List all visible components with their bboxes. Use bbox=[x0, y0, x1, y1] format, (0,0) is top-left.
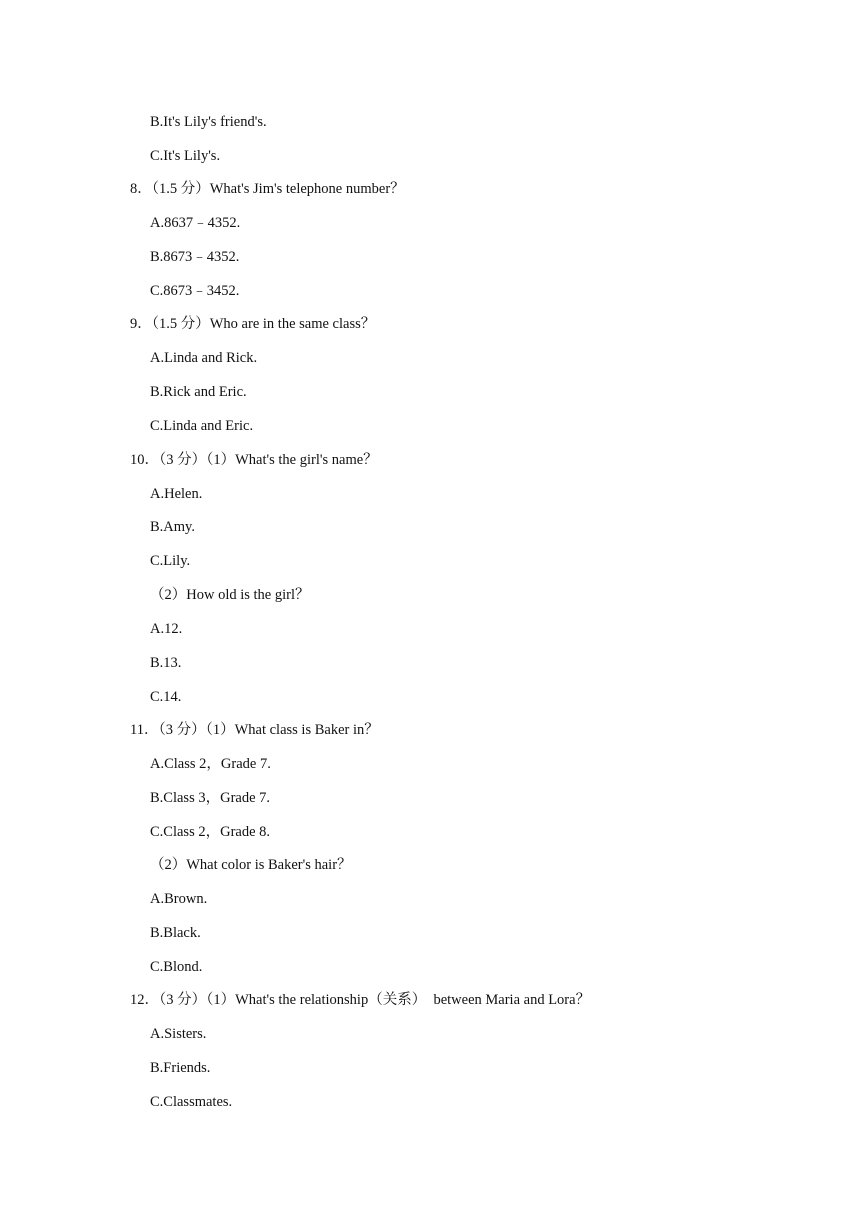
option-11-1a: A.Class 2，Grade 7. bbox=[150, 756, 271, 772]
option-9a: A.Linda and Rick. bbox=[150, 350, 258, 366]
option-8a: A.8637﹣4352. bbox=[150, 215, 241, 231]
option-10-2a: A.12. bbox=[150, 621, 183, 637]
option-11-1c: C.Class 2，Grade 8. bbox=[150, 824, 271, 840]
option-9c: C.Linda and Eric. bbox=[150, 418, 254, 434]
option-12-1b: B.Friends. bbox=[150, 1060, 211, 1076]
option-7b: B.It's Lily's friend's. bbox=[150, 114, 267, 130]
option-11-2c: C.Blond. bbox=[150, 959, 203, 975]
option-10-1b: B.Amy. bbox=[150, 519, 195, 535]
question-10-2: （2）How old is the girl？ bbox=[150, 587, 310, 603]
option-10-2c: C.14. bbox=[150, 689, 182, 705]
option-10-1a: A.Helen. bbox=[150, 486, 203, 502]
option-11-1b: B.Class 3，Grade 7. bbox=[150, 790, 271, 806]
question-12-1: 12．（3 分）（1）What's the relationship（关系） between Maria and Lora？ bbox=[130, 992, 591, 1008]
question-11-2: （2）What color is Baker's hair？ bbox=[150, 857, 352, 873]
option-8c: C.8673﹣3452. bbox=[150, 283, 240, 299]
option-12-1c: C.Classmates. bbox=[150, 1094, 233, 1110]
option-12-1a: A.Sisters. bbox=[150, 1026, 207, 1042]
option-7c: C.It's Lily's. bbox=[150, 148, 221, 164]
option-11-2b: B.Black. bbox=[150, 925, 201, 941]
question-11-1: 11．（3 分）（1）What class is Baker in？ bbox=[130, 722, 379, 738]
option-10-1c: C.Lily. bbox=[150, 553, 191, 569]
option-10-2b: B.13. bbox=[150, 655, 182, 671]
option-8b: B.8673﹣4352. bbox=[150, 249, 240, 265]
question-10-1: 10．（3 分）（1）What's the girl's name？ bbox=[130, 452, 378, 468]
option-9b: B.Rick and Eric. bbox=[150, 384, 247, 400]
question-8: 8．（1.5 分）What's Jim's telephone number？ bbox=[130, 181, 405, 197]
option-11-2a: A.Brown. bbox=[150, 891, 208, 907]
question-9: 9．（1.5 分）Who are in the same class？ bbox=[130, 316, 376, 332]
